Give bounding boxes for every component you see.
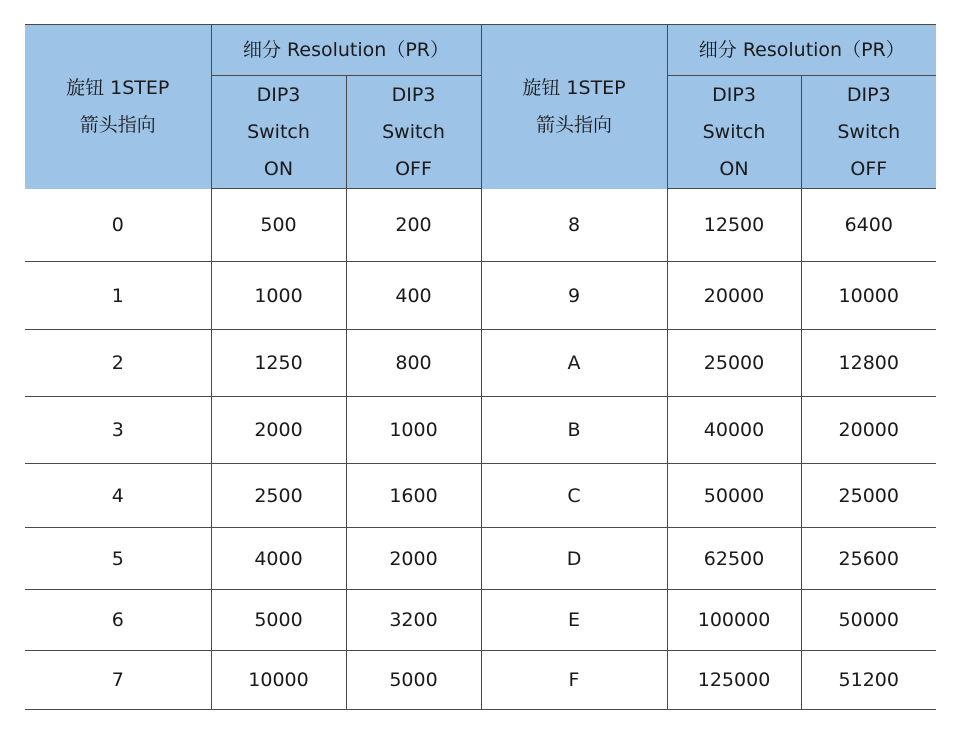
table-row bbox=[25, 528, 936, 590]
table-cell: 2500 bbox=[211, 464, 346, 528]
table-cell: 1250 bbox=[211, 330, 346, 397]
table-cell: B bbox=[481, 397, 667, 464]
table-row bbox=[25, 590, 936, 651]
table-cell: 9 bbox=[481, 262, 667, 330]
table-cell: 1000 bbox=[211, 262, 346, 330]
table-cell: 51200 bbox=[801, 651, 936, 710]
table-row bbox=[25, 189, 936, 262]
table-cell: 2000 bbox=[211, 397, 346, 464]
resolution-group-header: 细分 Resolution（PR） bbox=[667, 25, 936, 76]
dip3-off-header bbox=[346, 76, 481, 189]
table-cell: 100000 bbox=[667, 590, 801, 651]
table-cell: 5000 bbox=[211, 590, 346, 651]
table-cell: 2 bbox=[25, 330, 211, 397]
knob-header-line2: 箭头指向 bbox=[536, 113, 613, 136]
table-cell: 200 bbox=[346, 189, 481, 262]
header-line: Switch bbox=[382, 120, 445, 143]
table-row bbox=[25, 464, 936, 528]
table-cell: 10000 bbox=[801, 262, 936, 330]
knob-header bbox=[481, 25, 667, 189]
table-cell: E bbox=[481, 590, 667, 651]
table-cell: 62500 bbox=[667, 528, 801, 590]
header-line: Switch bbox=[702, 120, 766, 143]
table-body bbox=[25, 189, 936, 710]
table-cell: 0 bbox=[25, 189, 211, 262]
table-cell: 6 bbox=[25, 590, 211, 651]
header-line: DIP3 bbox=[256, 83, 301, 106]
table-cell: A bbox=[481, 330, 667, 397]
header-line: OFF bbox=[395, 157, 432, 180]
table-cell: 400 bbox=[346, 262, 481, 330]
table-cell: 25000 bbox=[801, 464, 936, 528]
table-cell: 5000 bbox=[346, 651, 481, 710]
table-cell: 5 bbox=[25, 528, 211, 590]
dip3-on-header bbox=[211, 76, 346, 189]
table-cell: 1000 bbox=[346, 397, 481, 464]
table-cell: 1 bbox=[25, 262, 211, 330]
header-line: DIP3 bbox=[391, 83, 436, 106]
table-cell: 20000 bbox=[801, 397, 936, 464]
table-cell: 6400 bbox=[801, 189, 936, 262]
table-cell: 12800 bbox=[801, 330, 936, 397]
resolution-table bbox=[25, 24, 936, 710]
table-row bbox=[25, 651, 936, 710]
table-cell: C bbox=[481, 464, 667, 528]
knob-header-line1: 旋钮 1STEP bbox=[522, 76, 626, 99]
knob-header-line2: 箭头指向 bbox=[79, 113, 156, 136]
header-line: OFF bbox=[850, 157, 888, 180]
table-header bbox=[25, 25, 936, 189]
table-cell: 25600 bbox=[801, 528, 936, 590]
header-line: ON bbox=[263, 157, 294, 180]
table-cell: 1600 bbox=[346, 464, 481, 528]
header-line: DIP3 bbox=[846, 83, 891, 106]
table-cell: 3200 bbox=[346, 590, 481, 651]
resolution-group-header: 细分 Resolution（PR） bbox=[211, 25, 481, 76]
table-cell: 50000 bbox=[667, 464, 801, 528]
table-cell: 25000 bbox=[667, 330, 801, 397]
header-line: Switch bbox=[837, 120, 901, 143]
table-cell: 3 bbox=[25, 397, 211, 464]
knob-header-line1: 旋钮 1STEP bbox=[66, 76, 170, 99]
table-cell: D bbox=[481, 528, 667, 590]
table-cell: 2000 bbox=[346, 528, 481, 590]
table-cell: 20000 bbox=[667, 262, 801, 330]
table-cell: 50000 bbox=[801, 590, 936, 651]
table-cell: 125000 bbox=[667, 651, 801, 710]
table-cell: 500 bbox=[211, 189, 346, 262]
header-line: Switch bbox=[247, 120, 310, 143]
table-cell: 7 bbox=[25, 651, 211, 710]
header-line: DIP3 bbox=[712, 83, 756, 106]
table-cell: 40000 bbox=[667, 397, 801, 464]
table-row bbox=[25, 262, 936, 330]
dip3-off-header bbox=[801, 76, 936, 189]
table-cell: 800 bbox=[346, 330, 481, 397]
table-cell: 8 bbox=[481, 189, 667, 262]
table-cell: 4000 bbox=[211, 528, 346, 590]
knob-header bbox=[25, 25, 211, 189]
header-line: ON bbox=[719, 157, 749, 180]
table-row bbox=[25, 397, 936, 464]
table-cell: F bbox=[481, 651, 667, 710]
table-cell: 12500 bbox=[667, 189, 801, 262]
table-row bbox=[25, 330, 936, 397]
dip3-on-header bbox=[667, 76, 801, 189]
table-cell: 10000 bbox=[211, 651, 346, 710]
table-cell: 4 bbox=[25, 464, 211, 528]
